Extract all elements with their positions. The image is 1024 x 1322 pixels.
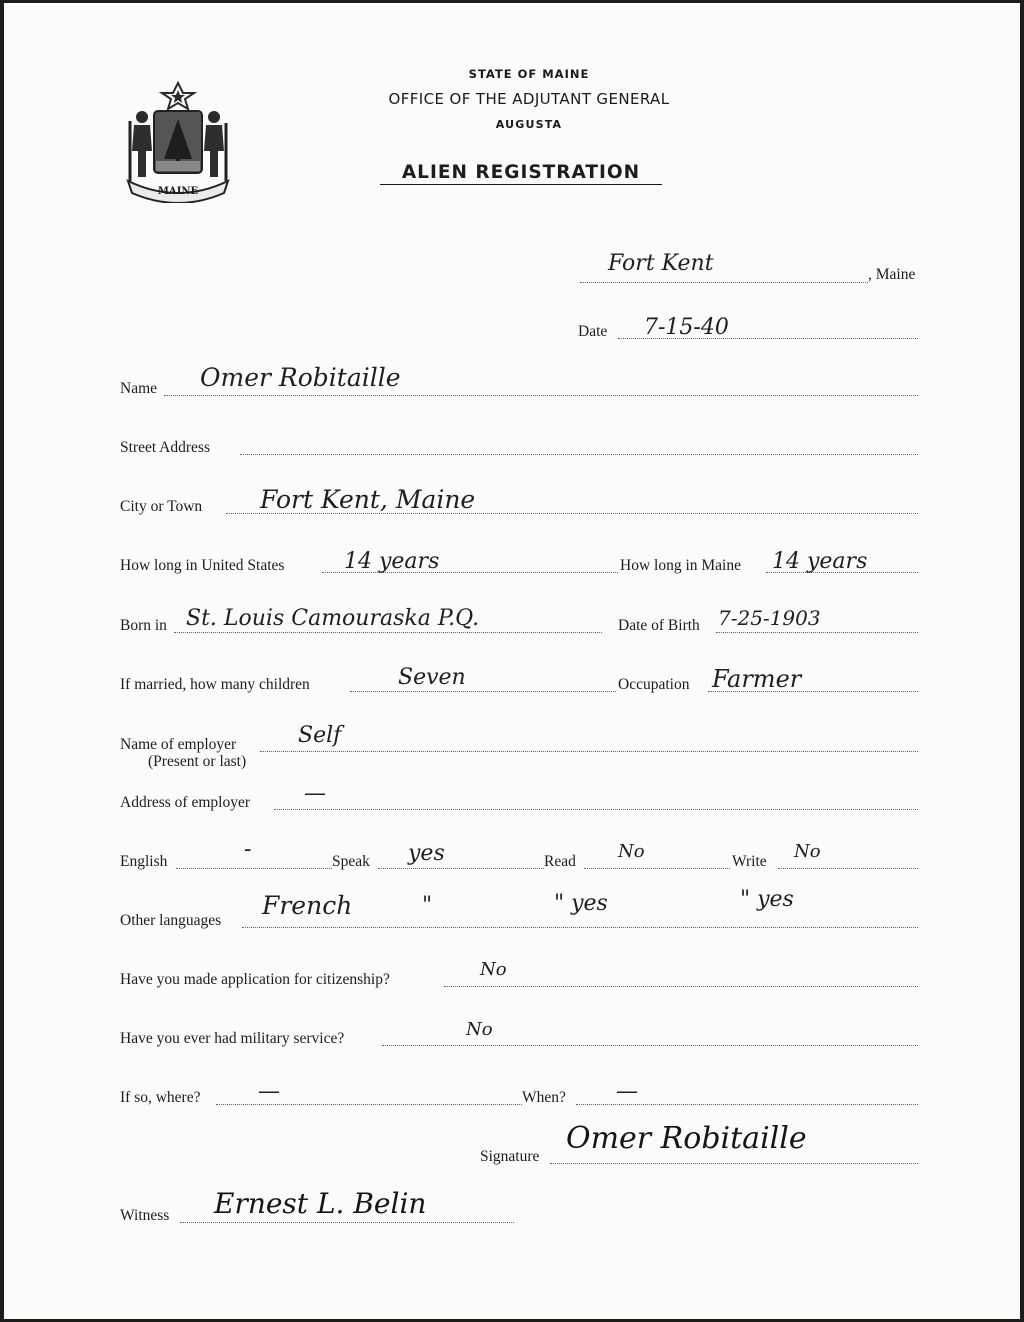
office-heading: OFFICE OF THE ADJUTANT GENERAL xyxy=(388,90,670,108)
citizenship-entry: No xyxy=(480,959,507,980)
registration-form xyxy=(4,3,1020,1319)
occupation-label: Occupation xyxy=(618,676,690,693)
date-label: Date xyxy=(578,323,608,340)
where-label: If so, where? xyxy=(120,1089,201,1106)
employer-address-label: Address of employer xyxy=(120,794,250,811)
how-long-us-label: How long in United States xyxy=(120,557,285,574)
date-entry: 7-15-40 xyxy=(644,315,729,340)
maine-label: , Maine xyxy=(868,266,916,283)
read-entry: No xyxy=(618,841,645,862)
employer-note: (Present or last) xyxy=(148,753,247,770)
employer-entry: Self xyxy=(298,723,342,748)
how-long-me-label: How long in Maine xyxy=(620,557,741,574)
other-read-entry: " yes xyxy=(554,891,608,916)
english-entry: - xyxy=(244,837,252,862)
state-heading: STATE OF MAINE xyxy=(468,67,590,81)
other-speak-entry: " xyxy=(422,893,433,918)
dob-label: Date of Birth xyxy=(618,617,700,634)
form-title: ALIEN REGISTRATION xyxy=(380,162,662,185)
other-languages-label: Other languages xyxy=(120,912,222,929)
write-entry: No xyxy=(794,841,821,862)
military-label: Have you ever had military service? xyxy=(120,1030,345,1047)
svg-text:MAINE: MAINE xyxy=(157,186,199,197)
speak-entry: yes xyxy=(408,841,445,866)
other-language-entry: French xyxy=(262,891,353,920)
citizenship-label: Have you made application for citizenship? xyxy=(120,971,390,988)
years-me-entry: 14 years xyxy=(772,549,868,574)
when-label: When? xyxy=(522,1089,566,1106)
maine-state-seal-icon xyxy=(124,81,232,203)
name-entry: Omer Robitaille xyxy=(200,363,401,392)
where-entry: — xyxy=(258,1079,280,1104)
military-entry: No xyxy=(466,1019,493,1040)
witness-label: Witness xyxy=(120,1207,170,1224)
employer-label: Name of employer xyxy=(120,736,237,753)
write-label: Write xyxy=(732,853,767,870)
read-label: Read xyxy=(544,853,576,870)
place-entry: Fort Kent xyxy=(608,251,714,276)
city-label: City or Town xyxy=(120,498,203,515)
speak-label: Speak xyxy=(332,853,370,870)
children-label: If married, how many children xyxy=(120,676,310,693)
born-in-label: Born in xyxy=(120,617,167,634)
street-label: Street Address xyxy=(120,439,210,456)
dob-entry: 7-25-1903 xyxy=(718,606,821,630)
city-heading: AUGUSTA xyxy=(495,118,563,131)
city-entry: Fort Kent, Maine xyxy=(260,485,476,514)
signature-entry: Omer Robitaille xyxy=(566,1121,807,1156)
when-entry: — xyxy=(616,1079,638,1104)
children-entry: Seven xyxy=(398,665,466,690)
witness-entry: Ernest L. Belin xyxy=(214,1187,427,1220)
employer-address-entry: — xyxy=(304,781,326,806)
born-in-entry: St. Louis Camouraska P.Q. xyxy=(186,606,480,631)
other-write-entry: " yes xyxy=(740,887,794,912)
name-label: Name xyxy=(120,380,158,397)
years-us-entry: 14 years xyxy=(344,549,440,574)
english-label: English xyxy=(120,853,168,870)
occupation-entry: Farmer xyxy=(712,665,802,693)
signature-label: Signature xyxy=(480,1148,540,1165)
